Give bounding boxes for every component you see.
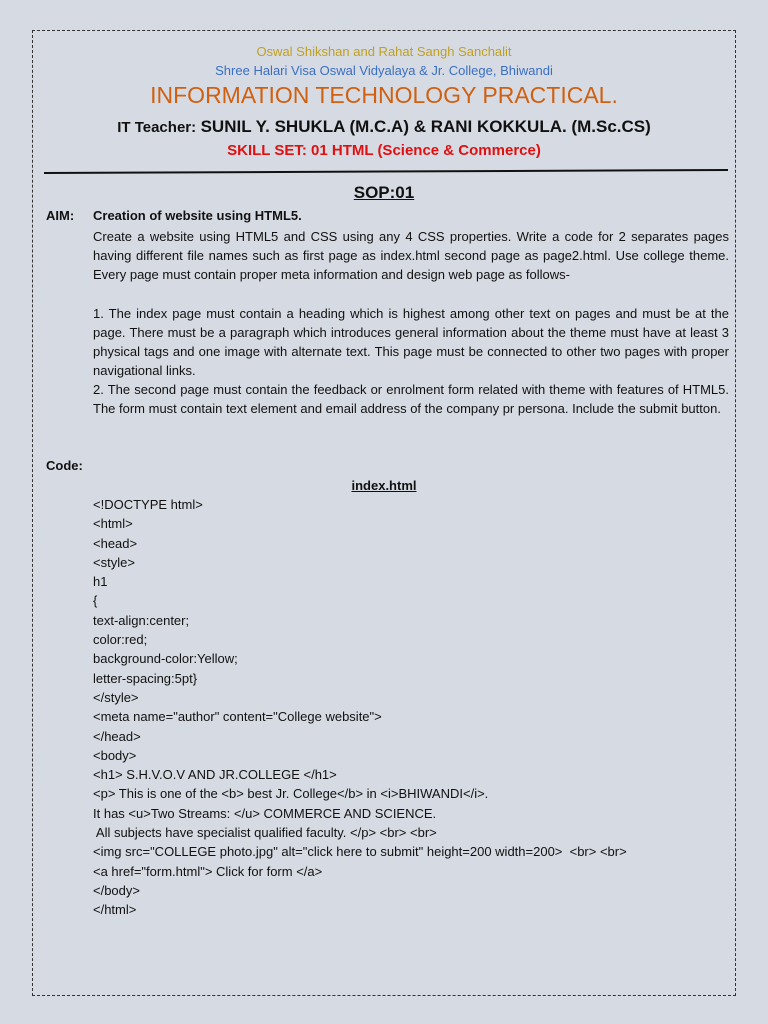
code-line: <img src="COLLEGE photo.jpg" alt="click here to submit" height=200 width=200> <br> <br> xyxy=(93,844,627,860)
code-label: Code: xyxy=(46,458,83,473)
code-line: <p> This is one of the <b> best Jr. College</b> in <i>BHIWANDI</i>. xyxy=(93,786,489,802)
aim-paragraph: Create a website using HTML5 and CSS using any 4 CSS properties. Write a code for 2 separates pages having different file names such as first page as index.html second page as page2.html. Use college theme. Every page must contain proper meta information and design web page as follows- xyxy=(93,229,729,282)
code-line: </style> xyxy=(93,689,139,705)
code-line: color:red; xyxy=(93,632,148,648)
teacher-label: IT Teacher: xyxy=(117,119,197,136)
code-line: <head> xyxy=(93,535,138,551)
code-line: text-align:center; xyxy=(93,612,190,628)
code-line: </html> xyxy=(93,902,137,918)
page-title: INFORMATION TECHNOLOGY PRACTICAL. xyxy=(150,82,618,108)
code-line: </body> xyxy=(93,882,140,898)
code-line: <a href="form.html"> Click for form </a> xyxy=(93,863,323,879)
code-line: <html> xyxy=(93,516,133,532)
code-line: h1 xyxy=(93,574,108,590)
code-line: background-color:Yellow; xyxy=(93,651,238,667)
code-line: </head> xyxy=(93,728,141,744)
teacher-names: SUNIL Y. SHUKLA (M.C.A) & RANI KOKKULA. (M.Sc.CS) xyxy=(200,117,651,136)
code-line: <h1> S.H.V.O.V AND JR.COLLEGE </h1> xyxy=(93,767,337,783)
teacher-line xyxy=(0,117,768,137)
aim-label: AIM: xyxy=(46,208,75,223)
code-line: It has <u>Two Streams: </u> COMMERCE AND SCIENCE. xyxy=(93,805,437,821)
org-name: Oswal Shikshan and Rahat Sangh Sanchalit xyxy=(256,44,512,59)
skill-set: SKILL SET: 01 HTML (Science & Commerce) xyxy=(227,142,541,159)
code-line: All subjects have specialist qualified faculty. </p> <br> <br> xyxy=(93,825,437,841)
code-line: <meta name="author" content="College website"> xyxy=(93,709,382,725)
code-line: <body> xyxy=(93,747,137,763)
aim-paragraph: 1. The index page must contain a heading which is highest among other text on pages and must be at the page. There must be a paragraph which introduces general information about the theme must have at least 3 physical tags and one image with alternate text. This page must be connected to other two pages with proper navigational links. xyxy=(93,306,729,378)
code-line: { xyxy=(93,593,98,609)
aim-title: Creation of website using HTML5. xyxy=(93,208,302,223)
file-name-heading: index.html xyxy=(351,478,417,493)
sop-heading: SOP:01 xyxy=(353,183,415,202)
code-line: <!DOCTYPE html> xyxy=(93,497,203,512)
aim-paragraph: 2. The second page must contain the feedback or enrolment form related with theme with features of HTML5. The form must contain text element and email address of the company pr persona. Include the submit button. xyxy=(93,382,729,416)
school-name: Shree Halari Visa Oswal Vidyalaya & Jr. College, Bhiwandi xyxy=(215,63,553,78)
code-line: letter-spacing:5pt} xyxy=(93,670,198,686)
code-block xyxy=(93,495,723,920)
code-line: <style> xyxy=(93,554,135,570)
